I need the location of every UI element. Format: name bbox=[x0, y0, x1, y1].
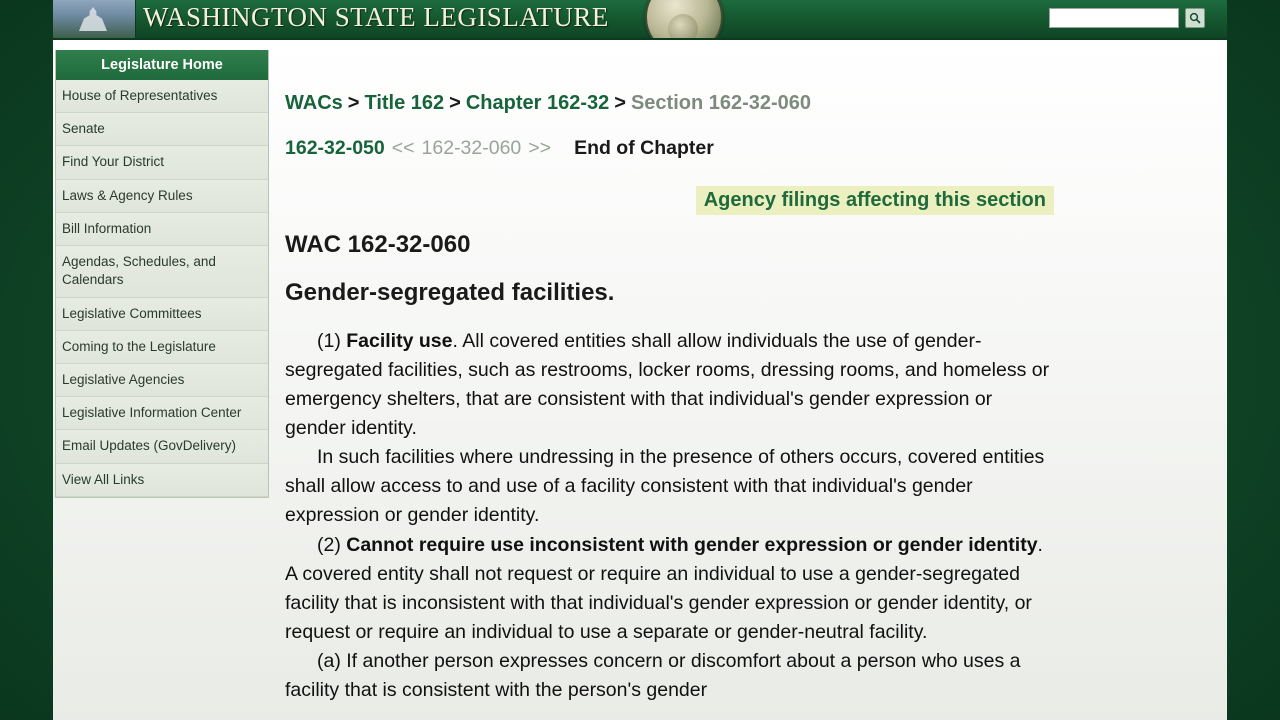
sidebar-item-find-your-district[interactable]: Find Your District bbox=[56, 146, 268, 179]
agency-filings-row bbox=[285, 186, 1057, 215]
capitol-building-photo bbox=[53, 0, 136, 38]
end-of-chapter-link[interactable]: End of Chapter bbox=[574, 137, 714, 159]
paragraph-4-number: (a) bbox=[317, 650, 347, 673]
sidebar-item-legislative-agencies[interactable]: Legislative Agencies bbox=[56, 364, 268, 397]
main-content bbox=[285, 40, 1227, 720]
sidebar-item-house-of-representatives[interactable]: House of Representatives bbox=[56, 80, 268, 113]
paragraph-2 bbox=[285, 443, 1057, 530]
search-input[interactable] bbox=[1049, 8, 1179, 28]
breadcrumb-wacs[interactable]: WACs bbox=[285, 92, 343, 114]
paragraph-4 bbox=[285, 647, 1057, 705]
paragraph-4-text: If another person expresses concern or discomfort about a person who uses a facility that is consistent with the person's gender bbox=[285, 650, 1021, 702]
page-title: Gender-segregated facilities. bbox=[285, 279, 615, 306]
paragraph-3-number: (2) bbox=[317, 534, 347, 557]
paragraph-1-text: . All covered entities shall allow individuals the use of gender-segregated facilities, such as restrooms, locker rooms, dressing rooms, and homeless or emergency shelters, that are consistent with that individual's gender expression or gender identity. bbox=[285, 330, 1050, 439]
sidebar-item-coming-to-the-legislature[interactable]: Coming to the Legislature bbox=[56, 331, 268, 364]
site-header bbox=[53, 0, 1227, 40]
paragraph-2-text: In such facilities where undressing in the presence of others occurs, covered entities shall allow access to and use of a facility consistent with that individual's gender expression or gender identity. bbox=[285, 446, 1045, 527]
breadcrumb-title[interactable]: Title 162 bbox=[364, 92, 445, 114]
sidebar-item-bill-information[interactable]: Bill Information bbox=[56, 213, 268, 246]
paragraph-1-bold-lead: Facility use bbox=[346, 330, 453, 352]
breadcrumb-chapter[interactable]: Chapter 162-32 bbox=[465, 92, 610, 114]
wac-number: WAC 162-32-060 bbox=[285, 231, 471, 258]
browser-content bbox=[53, 0, 1227, 720]
section-navigation bbox=[285, 137, 1057, 160]
prev-arrow-icon: << bbox=[391, 137, 415, 159]
paragraph-3-bold-lead: Cannot require use inconsistent with gender expression or gender identity bbox=[346, 534, 1038, 557]
sidebar bbox=[55, 50, 269, 498]
breadcrumb-separator-2: > bbox=[449, 92, 461, 114]
sidebar-item-agendas-schedules-calendars[interactable]: Agendas, Schedules, and Calendars bbox=[56, 246, 268, 297]
paragraph-3-text: . A covered entity shall not request or require an individual to use a gender-segregated facility that is inconsistent with that individual's gender expression or gender identity, or request or require an individual to use a separate or gender-neutral facility. bbox=[285, 534, 1043, 643]
sidebar-item-legislature-home[interactable]: Legislature Home bbox=[56, 50, 268, 80]
paragraph-1-number: (1) bbox=[317, 330, 347, 352]
breadcrumb-section: Section 162-32-060 bbox=[630, 92, 812, 114]
search-icon[interactable] bbox=[1185, 8, 1205, 28]
breadcrumb-separator-1: > bbox=[347, 92, 360, 114]
current-section-label: 162-32-060 bbox=[421, 137, 522, 159]
agency-filings-link[interactable]: Agency filings affecting this section bbox=[696, 186, 1054, 215]
site-title: WASHINGTON STATE LEGISLATURE bbox=[143, 2, 609, 32]
sidebar-item-legislative-committees[interactable]: Legislative Committees bbox=[56, 298, 268, 331]
prev-section-link[interactable]: 162-32-050 bbox=[285, 137, 385, 159]
breadcrumb bbox=[285, 92, 1057, 115]
paragraph-1 bbox=[285, 327, 1057, 442]
sidebar-item-laws-agency-rules[interactable]: Laws & Agency Rules bbox=[56, 180, 268, 213]
sidebar-item-legislative-information-center[interactable]: Legislative Information Center bbox=[56, 397, 268, 430]
site-body bbox=[53, 40, 1227, 720]
paragraph-3 bbox=[285, 531, 1057, 646]
sidebar-item-email-updates[interactable]: Email Updates (GovDelivery) bbox=[56, 430, 268, 463]
next-arrow-icon: >> bbox=[528, 137, 552, 159]
sidebar-item-view-all-links[interactable]: View All Links bbox=[56, 464, 268, 497]
state-seal-icon bbox=[645, 0, 723, 40]
sidebar-item-senate[interactable]: Senate bbox=[56, 113, 268, 146]
breadcrumb-separator-3: > bbox=[614, 92, 626, 114]
header-search bbox=[1049, 8, 1205, 28]
